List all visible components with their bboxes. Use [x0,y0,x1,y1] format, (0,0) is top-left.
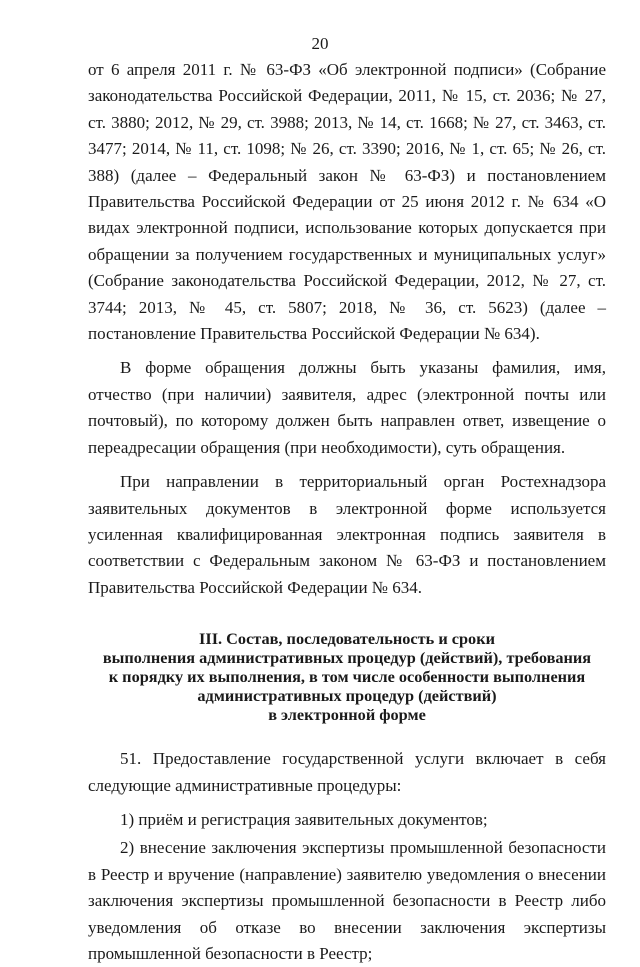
paragraph-item-51: 51. Предоставление государственной услуги включает в себя следующие административные процедуры: [88,749,606,795]
paragraph-electronic-signature-law: от 6 апреля 2011 г. № 63-ФЗ «Об электронной подписи» (Собрание законодательства Российской Федерации, 2011, № 15, ст. 2036; № 27, ст. 3880; 2012, № 29, ст. 3988; 2013, № 14, ст. 1668; № 27, ст. 3463, ст. 3477; 2014, № 11, ст. 1098; № 26, ст. 3390; 2016, № 1, ст. 65; № 26, ст. 388) (далее – Федеральный закон № 63-ФЗ) и постановлением Правительства Российской Федерации от 25 июня 2012 г. № 634 «О видах электронной подписи, использование которых допускается при обращении за получением государственных и муниципальных услуг» (Собрание законодательства Российской Федерации, 2012, № 27, ст. 3744; 2013, № 45, ст. 5807; 2018, № 36, ст. 5623) (далее – постановление Правительства Российской Федерации № 634). [88,60,606,344]
section-heading-line: к порядку их выполнения, в том числе особенности выполнения [108,667,586,687]
paragraph-electronic-documents: При направлении в территориальный орган Ростехнадзора заявительных документов в электронной форме используется усиленная квалифицированная электронная подпись заявителя в соответствии с Федеральным законом № 63-ФЗ и постановлением Правительства Российской Федерации № 634. [88,472,606,597]
document-body [88,57,606,967]
page-number: 20 [311,34,329,53]
section-heading [88,629,606,724]
section-heading-line: в электронной форме [268,705,426,725]
list-item-procedure-1: 1) приём и регистрация заявительных документов; [120,809,488,829]
section-heading-line: III. Состав, последовательность и сроки [199,629,495,649]
section-heading-line: выполнения административных процедур (действий), требования [102,648,592,668]
paragraph-appeal-form: В форме обращения должны быть указаны фамилия, имя, отчество (при наличии) заявителя, адрес (электронной почты или почтовый), по которому должен быть направлен ответ, извещение о переадресации обращения (при необходимости), суть обращения. [88,358,606,457]
list-item-procedure-2: 2) внесение заключения экспертизы промышленной безопасности в Реестр и вручение (направление) заявителю уведомления о внесении заключения экспертизы промышленной безопасности в Реестр либо уведомления об отказе во внесении заключения экспертизы промышленной безопасности в Реестр; [88,838,606,963]
section-heading-line: административных процедур (действий) [197,686,497,706]
